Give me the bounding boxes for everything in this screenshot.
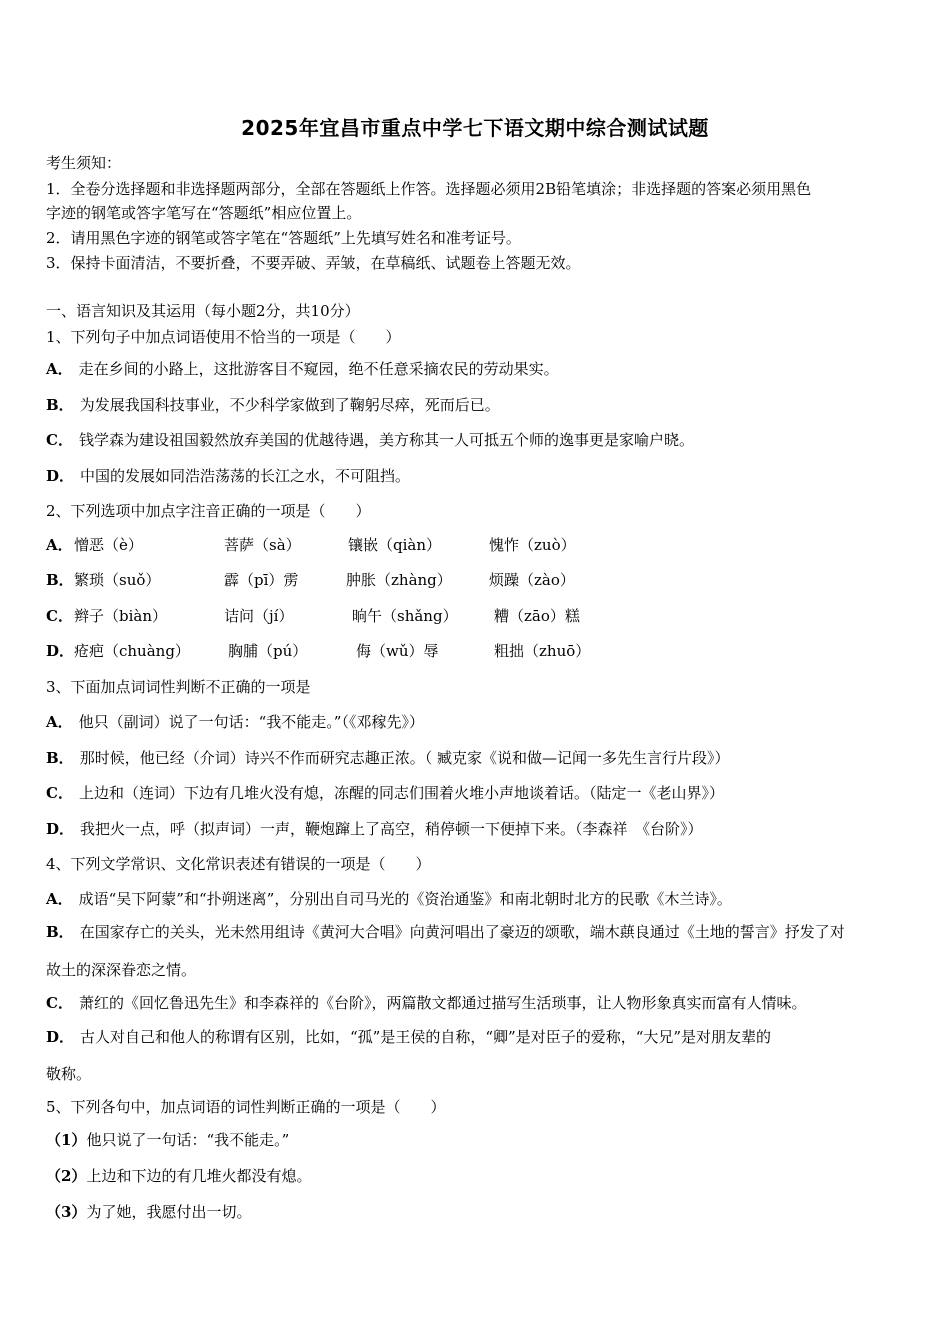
option-row (46, 430, 694, 450)
pinyin-cell: 晌午（shǎng） (352, 607, 458, 625)
question-stem: 4、下列文学常识、文化常识表述有错误的一项是（ ） (46, 855, 431, 873)
option-text: 走在乡间的小路上，这批游客目不窥园，绝不任意采摘农民的劳动果实。 (78, 360, 559, 378)
notice-heading: 考生须知： (46, 154, 122, 172)
page-title: 2025年宜昌市重点中学七下语文期中综合测试试题 (241, 116, 709, 140)
option-row (46, 359, 559, 379)
option-label: C． (46, 607, 73, 625)
option-row (46, 466, 410, 486)
option-text: 古人对自己和他人的称谓有区别，比如，“孤”是王侯的自称，“卿”是对臣子的爱称，“大兄”是对朋友辈的 (80, 1028, 772, 1046)
item-text: 上边和下边的有几堆火都没有熄。 (86, 1167, 312, 1185)
pinyin-cell: 粗拙（zhuō） (494, 642, 591, 660)
pinyin-cell: 肿胀（zhàng） (346, 571, 452, 589)
pinyin-cell: 诘问（jí） (224, 607, 294, 625)
option-label: B． (46, 571, 74, 589)
option-row (46, 922, 845, 942)
option-label: D． (46, 642, 75, 660)
pinyin-cell: 侮（wǔ）辱 (356, 642, 439, 660)
list-item (46, 1130, 289, 1150)
option-label: C． (46, 784, 73, 802)
option-label: D． (46, 820, 75, 838)
pinyin-cell: 憎恶（è） (74, 536, 143, 554)
pinyin-row (46, 641, 591, 661)
list-item (46, 1166, 311, 1186)
option-continuation: 故土的深深眷恋之情。 (46, 961, 197, 979)
option-text: 为发展我国科技事业，不少科学家做到了鞠躬尽瘁，死而后已。 (79, 396, 500, 414)
option-text: 那时候，他已经（介词）诗兴不作而研究志趣正浓。（ 臧克家《说和做—记闻一多先生言行片段》） (79, 749, 730, 767)
pinyin-row (46, 570, 575, 590)
option-label: C． (46, 994, 73, 1012)
option-label: A． (46, 713, 73, 731)
notice-item: 2．请用黑色字迹的钢笔或答字笔在“答题纸”上先填写姓名和准考证号。 (46, 229, 521, 247)
item-number: （2） (46, 1167, 87, 1185)
option-text: 上边和（连词）下边有几堆火没有熄，冻醒的同志们围着火堆小声地谈着话。（陆定一《老山界》） (78, 784, 724, 802)
option-text: 钱学森为建设祖国毅然放弃美国的优越待遇，美方称其一人可抵五个师的逸事更是家喻户晓。 (78, 431, 694, 449)
option-label: C． (46, 431, 73, 449)
pinyin-cell: 霹（pī）雳 (224, 571, 299, 589)
section-heading: 一、语言知识及其运用（每小题2分，共10分） (46, 302, 360, 320)
question-stem: 2、下列选项中加点字注音正确的一项是（ ） (46, 502, 371, 520)
option-text: 成语“吴下阿蒙”和“扑朔迷离”，分别出自司马光的《资治通鉴》和南北朝时北方的民歌《木兰诗》。 (78, 890, 732, 908)
pinyin-cell: 辫子（biàn） (74, 607, 168, 625)
pinyin-cell: 烦躁（zào） (489, 571, 575, 589)
option-continuation: 敬称。 (46, 1065, 92, 1083)
option-label: B． (46, 396, 74, 414)
option-label: A． (46, 360, 73, 378)
list-item (46, 1202, 251, 1222)
item-number: （3） (46, 1203, 87, 1221)
option-row (46, 748, 729, 768)
option-row (46, 783, 724, 803)
notice-item: 1．全卷分选择题和非选择题两部分，全部在答题纸上作答。选择题必须用2B铅笔填涂；非选择题的答案必须用黑色 (46, 180, 812, 198)
option-label: A． (46, 536, 73, 554)
option-text: 他只（副词）说了一句话：“我不能走。”（《邓稼先》） (78, 713, 424, 731)
pinyin-row (46, 606, 580, 626)
pinyin-cell: 繁琐（suǒ） (74, 571, 161, 589)
option-text: 我把火一点，呼（拟声词）一声，鞭炮蹿上了高空，稍停顿一下便掉下来。（李森祥 《台阶》） (80, 820, 703, 838)
option-row (46, 889, 732, 909)
notice-item: 3．保持卡面清洁，不要折叠，不要弄破、弄皱，在草稿纸、试题卷上答题无效。 (46, 254, 581, 272)
item-number: （1） (46, 1131, 87, 1149)
option-label: A． (46, 890, 73, 908)
item-text: 他只说了一句话：“我不能走。” (86, 1131, 290, 1149)
pinyin-cell: 胸脯（pú） (228, 642, 308, 660)
pinyin-cell: 菩萨（sà） (224, 536, 301, 554)
option-label: D． (46, 1028, 75, 1046)
pinyin-row (46, 535, 576, 555)
option-label: B． (46, 749, 74, 767)
option-label: B． (46, 923, 74, 941)
pinyin-cell: 愧怍（zuò） (489, 536, 576, 554)
option-text: 萧红的《回忆鲁迅先生》和李森祥的《台阶》，两篇散文都通过描写生活琐事，让人物形象真实而富有人情味。 (78, 994, 807, 1012)
question-stem: 5、下列各句中，加点词语的词性判断正确的一项是（ ） (46, 1098, 446, 1116)
pinyin-cell: 糟（zāo）糕 (494, 607, 580, 625)
option-row (46, 1027, 771, 1047)
question-stem: 3、下面加点词词性判断不正确的一项是 (46, 678, 311, 696)
pinyin-cell: 疮疤（chuàng） (74, 642, 190, 660)
option-row (46, 819, 703, 839)
option-row (46, 712, 424, 732)
option-row (46, 993, 806, 1013)
option-label: D． (46, 467, 75, 485)
option-text: 在国家存亡的关头，光未然用组诗《黄河大合唱》向黄河唱出了豪迈的颂歌，端木蕻良通过《土地的誓言》抒发了对 (79, 923, 845, 941)
notice-item: 字迹的钢笔或答字笔写在“答题纸”相应位置上。 (46, 204, 362, 222)
option-text: 中国的发展如同浩浩荡荡的长江之水，不可阻挡。 (80, 467, 411, 485)
option-row (46, 395, 500, 415)
pinyin-cell: 镶嵌（qiàn） (348, 536, 442, 554)
question-stem: 1、下列句子中加点词语使用不恰当的一项是（ ） (46, 328, 401, 346)
item-text: 为了她，我愿付出一切。 (86, 1203, 252, 1221)
